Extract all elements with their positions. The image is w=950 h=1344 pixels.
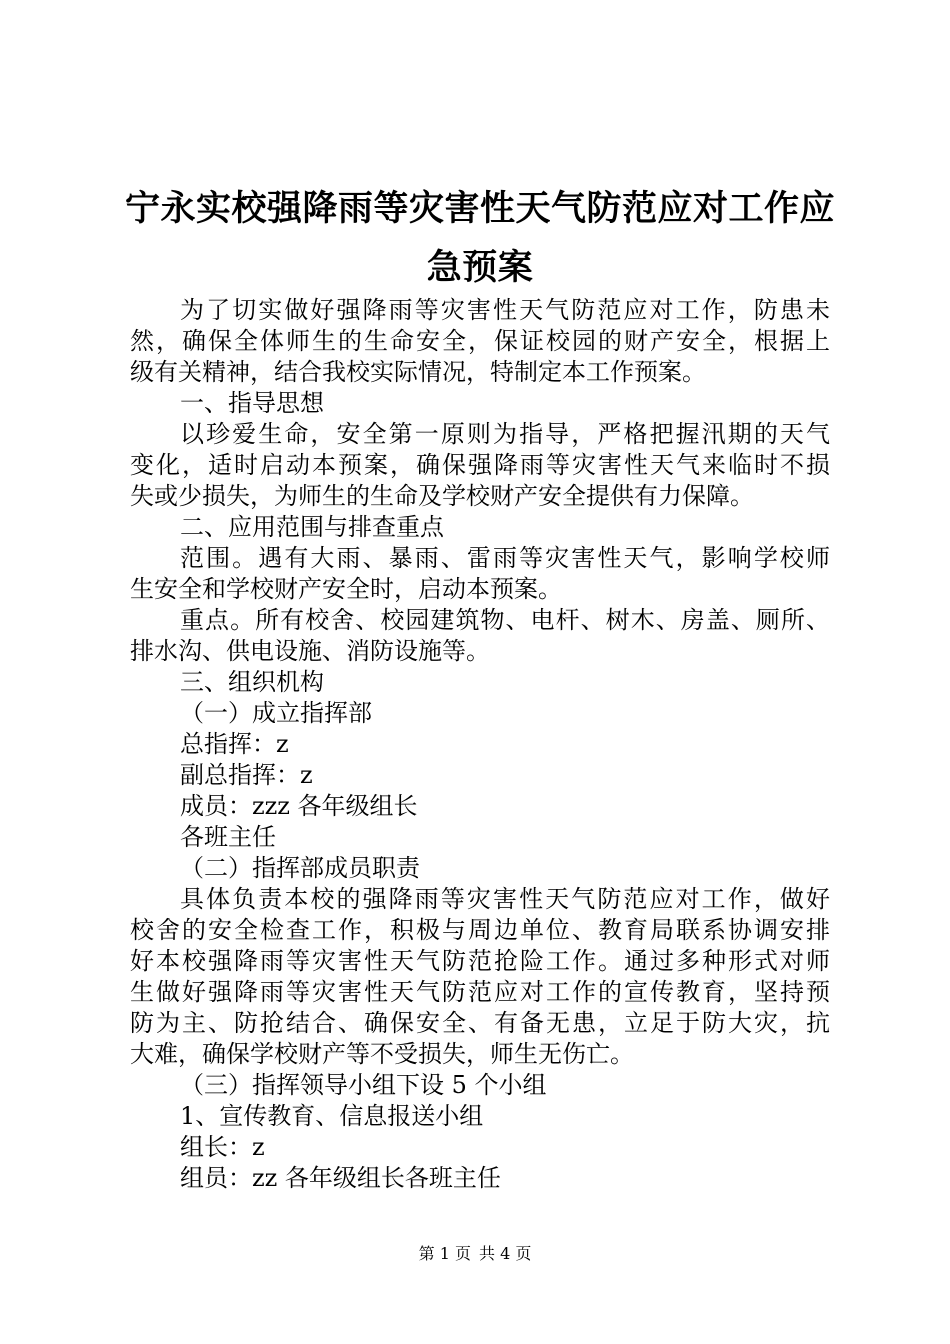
body-line: 总指挥：z bbox=[180, 730, 289, 758]
body-line: 然，确保全体师生的生命安全，保证校园的财产安全，根据上 bbox=[130, 327, 830, 355]
document-body bbox=[130, 295, 830, 1194]
body-line: 以珍爱生命，安全第一原则为指导，严格把握汛期的天气 bbox=[180, 420, 830, 448]
body-line: 一、指导思想 bbox=[180, 389, 324, 417]
body-line: 生安全和学校财产安全时，启动本预案。 bbox=[130, 575, 562, 603]
body-line: 为了切实做好强降雨等灾害性天气防范应对工作，防患未 bbox=[180, 296, 830, 324]
body-line: 好本校强降雨等灾害性天气防范抢险工作。通过多种形式对师 bbox=[130, 947, 830, 975]
body-line: 组长：z bbox=[180, 1133, 265, 1161]
body-line: 副总指挥：z bbox=[180, 761, 313, 789]
body-line: 三、组织机构 bbox=[180, 668, 324, 696]
body-line: （二）指挥部成员职责 bbox=[180, 854, 420, 882]
body-line: （一）成立指挥部 bbox=[180, 699, 372, 727]
body-line: 1、宣传教育、信息报送小组 bbox=[180, 1102, 484, 1130]
body-line: 校舍的安全检查工作，积极与周边单位、教育局联系协调安排 bbox=[130, 916, 830, 944]
body-line: 变化，适时启动本预案，确保强降雨等灾害性天气来临时不损 bbox=[130, 451, 830, 479]
body-line: 各班主任 bbox=[180, 823, 276, 851]
body-line: （三）指挥领导小组下设 5 个小组 bbox=[180, 1071, 547, 1099]
body-line: 生做好强降雨等灾害性天气防范应对工作的宣传教育，坚持预 bbox=[130, 978, 830, 1006]
body-line: 二、应用范围与排查重点 bbox=[180, 513, 444, 541]
body-line: 排水沟、供电设施、消防设施等。 bbox=[130, 637, 490, 665]
body-line: 重点。所有校舍、校园建筑物、电杆、树木、房盖、厕所、 bbox=[180, 606, 830, 634]
body-line: 防为主、防抢结合、确保安全、有备无患，立足于防大灾，抗 bbox=[130, 1009, 830, 1037]
body-line: 范围。遇有大雨、暴雨、雷雨等灾害性天气，影响学校师 bbox=[180, 544, 830, 572]
page-total: 共 4 页 bbox=[479, 1244, 532, 1263]
body-line: 级有关精神，结合我校实际情况，特制定本工作预案。 bbox=[130, 358, 706, 386]
body-line: 大难，确保学校财产等不受损失，师生无伤亡。 bbox=[130, 1040, 634, 1068]
document-title-line-1: 宁永实校强降雨等灾害性天气防范应对工作应 bbox=[124, 189, 835, 229]
body-line: 成员：zzz 各年级组长 bbox=[180, 792, 418, 820]
page-number: 第 1 页 bbox=[418, 1244, 471, 1263]
body-line: 失或少损失，为师生的生命及学校财产安全提供有力保障。 bbox=[130, 482, 754, 510]
body-line: 具体负责本校的强降雨等灾害性天气防范应对工作，做好 bbox=[180, 885, 830, 913]
body-line: 组员：zz 各年级组长各班主任 bbox=[180, 1164, 501, 1192]
page-footer bbox=[0, 1244, 950, 1264]
document-title-line-2: 急预案 bbox=[426, 248, 534, 288]
